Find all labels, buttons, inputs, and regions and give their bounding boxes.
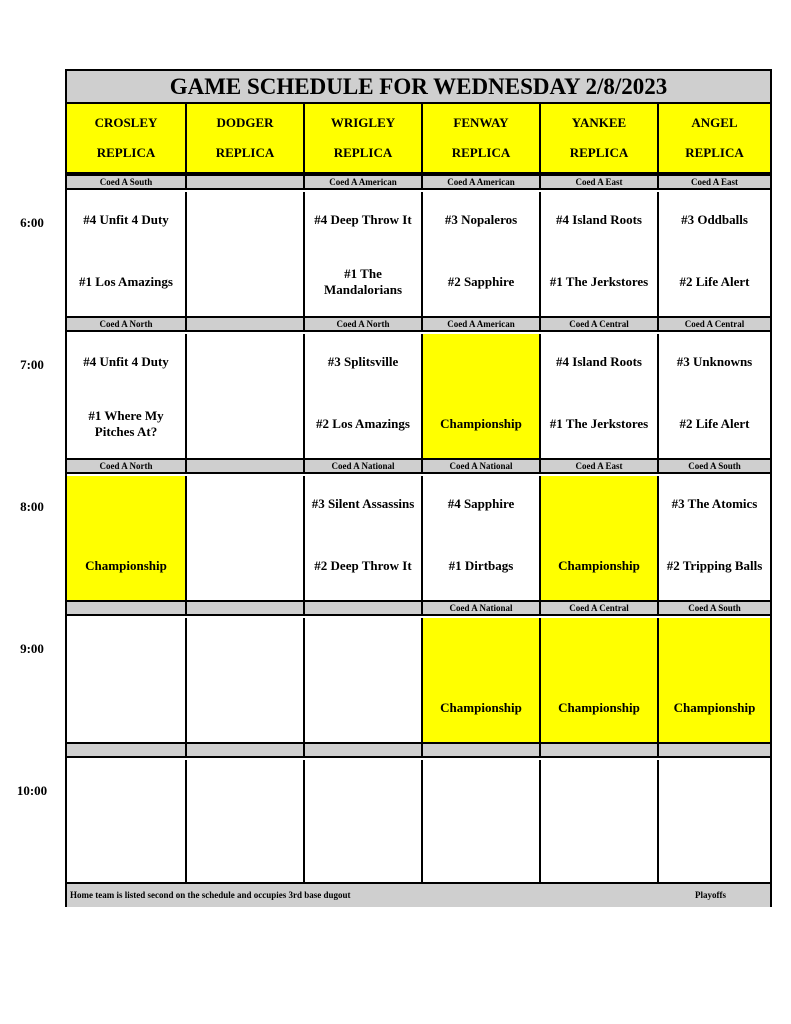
time-label: 9:00 <box>20 641 44 656</box>
team-b <box>69 830 183 870</box>
field-subtitle: REPLICA <box>333 145 393 160</box>
page-title: GAME SCHEDULE FOR WEDNESDAY 2/8/2023 <box>67 71 770 104</box>
division-label: Coed A South <box>657 600 770 616</box>
game-slot <box>303 760 421 884</box>
team-b <box>543 830 655 870</box>
field-subtitle: REPLICA <box>685 145 744 160</box>
field-header-fenway <box>421 104 539 174</box>
game-slot <box>657 334 770 458</box>
time-label: 10:00 <box>16 783 48 798</box>
playoff-game-slot <box>657 618 770 742</box>
division-label <box>185 600 303 616</box>
game-slot <box>303 618 421 742</box>
team-b: #1 The Jerkstores <box>549 274 649 289</box>
division-label: Coed A North <box>67 458 185 474</box>
team-a <box>543 626 655 666</box>
team-b: #2 Life Alert <box>679 416 750 431</box>
division-label <box>421 742 539 758</box>
team-a <box>307 626 419 666</box>
team-b <box>189 830 301 870</box>
championship-label: Championship <box>85 558 167 573</box>
team-b <box>425 830 537 870</box>
game-slot <box>421 476 539 600</box>
division-label <box>303 600 421 616</box>
division-label: Coed A East <box>657 174 770 190</box>
team-a <box>69 626 183 666</box>
team-a <box>661 768 768 808</box>
team-a <box>189 200 301 240</box>
team-a <box>307 768 419 808</box>
division-label: Coed A National <box>303 458 421 474</box>
field-header-wrigley <box>303 104 421 174</box>
team-a: #3 Splitsville <box>327 354 399 369</box>
division-label: Coed A American <box>421 174 539 190</box>
team-a <box>69 768 183 808</box>
game-slot <box>657 192 770 316</box>
team-b: #1 Where My Pitches At? <box>88 408 164 439</box>
team-b: #2 Los Amazings <box>316 416 410 431</box>
team-a: #4 Island Roots <box>556 354 642 369</box>
team-a: #3 Nopaleros <box>444 212 518 227</box>
division-label: Coed A American <box>421 316 539 332</box>
team-a <box>69 484 183 524</box>
playoff-game-slot <box>421 334 539 458</box>
team-a: #4 Sapphire <box>447 496 515 511</box>
game-slot <box>303 334 421 458</box>
championship-label: Championship <box>558 700 640 715</box>
team-b <box>69 688 183 728</box>
game-slot <box>185 618 303 742</box>
division-label <box>185 316 303 332</box>
team-b: #1 The Jerkstores <box>549 416 649 431</box>
division-label <box>539 742 657 758</box>
time-label: 6:00 <box>20 215 44 230</box>
field-name: ANGEL <box>691 115 738 130</box>
team-a: #3 Oddballs <box>681 212 748 227</box>
field-name: WRIGLEY <box>330 115 396 130</box>
team-a: #4 Unfit 4 Duty <box>83 212 169 227</box>
home-team-note: Home team is listed second on the schedule and occupies 3rd base dugout <box>70 890 351 900</box>
division-label: Coed A American <box>303 174 421 190</box>
game-slot <box>67 760 185 884</box>
team-a <box>543 768 655 808</box>
game-slot <box>539 192 657 316</box>
division-label: Coed A Central <box>657 316 770 332</box>
division-label: Coed A East <box>539 174 657 190</box>
game-slot <box>185 192 303 316</box>
championship-label: Championship <box>558 558 640 573</box>
team-b <box>661 830 768 870</box>
game-slot <box>185 334 303 458</box>
team-a <box>425 342 537 382</box>
team-b <box>307 830 419 870</box>
playoff-game-slot <box>539 476 657 600</box>
division-label <box>67 742 185 758</box>
team-b <box>189 688 301 728</box>
division-label: Coed A National <box>421 458 539 474</box>
game-slot <box>303 192 421 316</box>
team-b <box>189 404 301 444</box>
game-slot <box>67 334 185 458</box>
team-a: #4 Unfit 4 Duty <box>83 354 169 369</box>
division-label <box>185 458 303 474</box>
team-b: #1 Dirtbags <box>448 558 514 573</box>
footer-bar <box>67 882 770 907</box>
field-name: YANKEE <box>571 115 627 130</box>
division-label: Coed A North <box>67 316 185 332</box>
team-a <box>189 768 301 808</box>
time-label: 7:00 <box>20 357 44 372</box>
game-slot <box>185 760 303 884</box>
game-slot <box>539 334 657 458</box>
division-label: Coed A South <box>657 458 770 474</box>
team-b: #2 Sapphire <box>447 274 515 289</box>
division-label <box>303 742 421 758</box>
playoff-game-slot <box>539 618 657 742</box>
time-label: 8:00 <box>20 499 44 514</box>
playoff-game-slot <box>421 618 539 742</box>
game-slot <box>539 760 657 884</box>
team-a <box>189 626 301 666</box>
field-header-yankee <box>539 104 657 174</box>
division-label <box>657 742 770 758</box>
team-a: #3 The Atomics <box>671 496 758 511</box>
field-subtitle: REPLICA <box>451 145 511 160</box>
division-label <box>185 742 303 758</box>
championship-label: Championship <box>440 416 522 431</box>
team-b <box>307 688 419 728</box>
game-slot <box>67 618 185 742</box>
team-a: #4 Island Roots <box>556 212 642 227</box>
division-label: Coed A National <box>421 600 539 616</box>
field-name: CROSLEY <box>94 115 158 130</box>
division-label: Coed A East <box>539 458 657 474</box>
division-label: Coed A Central <box>539 316 657 332</box>
team-a <box>425 626 537 666</box>
team-a <box>189 342 301 382</box>
team-b: #1 Los Amazings <box>79 274 173 289</box>
game-slot <box>67 192 185 316</box>
game-slot <box>657 760 770 884</box>
field-name: DODGER <box>216 115 274 130</box>
team-b: #1 The Mandalorians <box>323 266 402 297</box>
team-a <box>661 626 768 666</box>
division-label: Coed A South <box>67 174 185 190</box>
team-b: #2 Tripping Balls <box>666 558 763 573</box>
playoff-game-slot <box>67 476 185 600</box>
game-slot <box>185 476 303 600</box>
field-header-dodger <box>185 104 303 174</box>
team-a: #3 Unknowns <box>676 354 753 369</box>
game-slot <box>303 476 421 600</box>
championship-label: Championship <box>673 700 756 715</box>
field-subtitle: REPLICA <box>569 145 629 160</box>
field-header-crosley <box>67 104 185 174</box>
division-label: Coed A Central <box>539 600 657 616</box>
schedule-sheet <box>65 69 772 907</box>
field-header-angel <box>657 104 770 174</box>
division-label: Coed A North <box>303 316 421 332</box>
championship-label: Championship <box>440 700 522 715</box>
field-subtitle: REPLICA <box>215 145 275 160</box>
team-a <box>425 768 537 808</box>
game-slot <box>421 760 539 884</box>
team-b: #2 Deep Throw It <box>314 558 412 573</box>
playoffs-legend: Playoffs <box>695 890 726 900</box>
field-subtitle: REPLICA <box>96 145 156 160</box>
division-label <box>67 600 185 616</box>
team-b <box>189 546 301 586</box>
team-b <box>189 262 301 302</box>
division-label <box>185 174 303 190</box>
team-a: #3 Silent Assassins <box>311 496 415 511</box>
field-name: FENWAY <box>453 115 509 130</box>
team-a: #4 Deep Throw It <box>314 212 412 227</box>
game-slot <box>657 476 770 600</box>
team-b: #2 Life Alert <box>679 274 750 289</box>
team-a <box>189 484 301 524</box>
team-a <box>543 484 655 524</box>
game-slot <box>421 192 539 316</box>
